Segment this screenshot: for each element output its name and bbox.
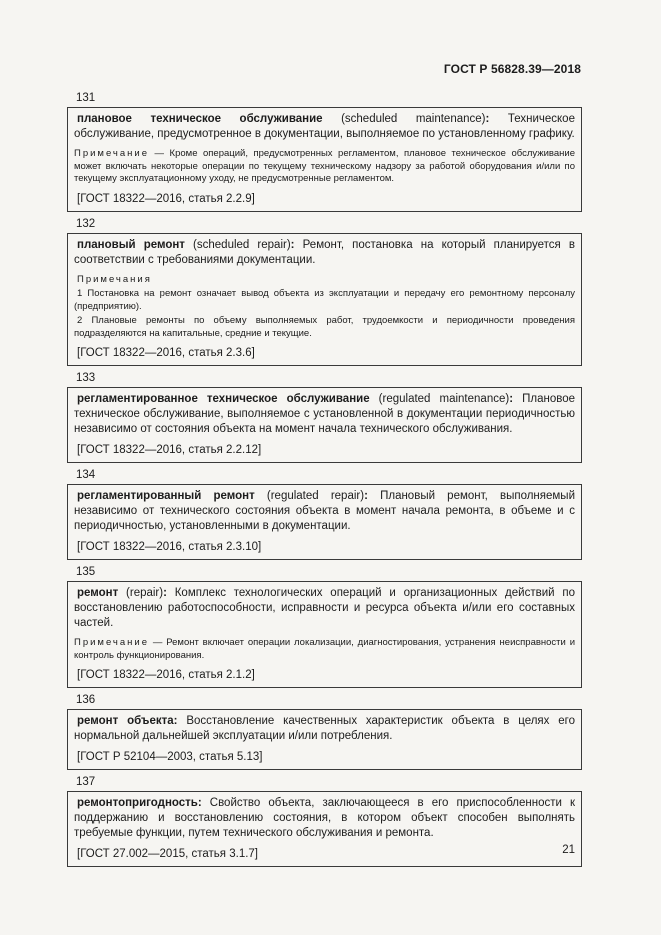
entry-number: 136 [76,694,96,706]
standard-code: ГОСТ Р 56828.39—2018 [443,62,581,76]
entry-number: 135 [76,566,96,578]
source-reference: [ГОСТ 18322—2016, статья 2.3.6] [77,347,255,359]
entry-number: 133 [76,372,96,384]
note-text: — Ремонт включает операции локализации, диагностирования, устранения неисправности и контроль функционирования. [74,637,575,661]
term-entry [67,709,582,770]
note-item: 1 Постановка на ремонт означает вывод объекта из эксплуатации и передачу его ремонтному персоналу (предприятию). [74,288,575,312]
english-term: (regulated maintenance) [369,393,510,405]
definition-text: Плановый ремонт, выполняемый независимо от технического состояния объекта в момент начала ремонта, в объеме и с периодичностью, установленными в документации. [74,490,575,532]
entry-number: 131 [76,92,96,104]
term: плановое техническое обслуживание [77,113,323,125]
english-term: (regulated repair) [254,490,365,502]
definition: ремонт (repair): Комплекс технологических операций и организационных действий по восстановлению работоспособности, исправности и ресурса объекта и/или его составных частей. [74,587,575,629]
terms-list [67,90,582,871]
definition-text: Плановое техническое обслуживание, выполняемое с установленной в документации периодичностью независимо от состояния объекта на момент начала технического обслуживания. [74,393,575,435]
definition-text: Комплекс технологических операций и организационных действий по восстановлению работоспособности, исправности и ресурса объекта и/или его составных частей. [74,587,575,629]
source-reference: [ГОСТ Р 52104—2003, статья 5.13] [77,751,263,763]
definition: ремонт объекта: Восстановление качественных характеристик объекта в целях его нормальной дальнейшей эксплуатации и/или потребления. [74,715,575,742]
entry-number: 137 [76,776,96,788]
entry-number: 132 [76,217,96,230]
term: плановый ремонт [77,238,185,251]
definition: плановое техническое обслуживание (scheduled maintenance): Техническое обслуживание, предусмотренное в документации, выполняемое по установленному графику. [74,113,575,140]
definition: регламентированное техническое обслуживание (regulated maintenance): Плановое техническое обслуживание, выполняемое с установленной в документации периодичностью независимо от состояния объекта на момент начала технического обслуживания. [74,393,575,435]
term: регламентированное техническое обслуживание [77,393,370,405]
note-item: 2 Плановые ремонты по объему выполняемых работ, трудоемкости и периодичности проведения подразделяются на капитальные, средние и текущие. [74,315,575,339]
definition-text: Свойство объекта, заключающееся в его приспособленности к поддержанию и восстановлению состояния, в котором объект способен выполнять требуемые функции, путем технического обслуживания и ремонта. [74,797,575,839]
english-term: (scheduled repair) [184,238,291,251]
term: ремонтопригодность [77,797,198,809]
note-label: Примечание [74,148,149,159]
term-entry [67,581,582,688]
term-entry [67,484,582,560]
term-entry [67,107,582,212]
term: ремонт [77,587,119,599]
page-number: 21 [562,844,575,856]
definition-text: Ремонт, постановка на который планируется в соответствии с требованиями документации. [74,238,575,266]
source-reference: [ГОСТ 18322—2016, статья 2.3.10] [77,541,262,553]
notes-heading: Примечания [77,273,152,285]
source-reference: [ГОСТ 18322—2016, статья 2.2.9] [77,192,255,205]
term-entry [67,791,582,867]
term: ремонт объекта [77,715,174,727]
source-reference: [ГОСТ 18322—2016, статья 2.2.12] [77,444,262,456]
definition: плановый ремонт (scheduled repair): Ремонт, постановка на который планируется в соответствии с требованиями документации. [74,238,575,266]
source-reference: [ГОСТ 27.002—2015, статья 3.1.7] [77,848,258,860]
note-text: — Кроме операций, предусмотренных регламентом, плановое техническое обслуживание может включать некоторые операции по текущему техническому надзору за работой оборудования и/или по текущему эксплуатационному уходу, не предусмотренные регламентом. [74,148,575,184]
note [74,148,575,186]
term-entry [67,233,582,367]
term-entry [67,387,582,463]
definition: ремонтопригодность: Свойство объекта, заключающееся в его приспособленности к поддержанию и восстановлению состояния, в котором объект способен выполнять требуемые функции, путем технического обслуживания и ремонта. [74,797,575,839]
definition: регламентированный ремонт (regulated repair): Плановый ремонт, выполняемый независимо от технического состояния объекта в момент начала ремонта, в объеме и с периодичностью, установленными в документации. [74,490,575,532]
english-term: (scheduled maintenance) [322,113,486,125]
note-label: Примечание [74,637,149,648]
definition-text: Техническое обслуживание, предусмотренное в документации, выполняемое по установленному графику. [74,113,575,140]
entry-number: 134 [76,469,96,481]
source-reference: [ГОСТ 18322—2016, статья 2.1.2] [77,669,255,681]
english-term: (repair) [118,587,164,599]
notes [74,274,575,341]
term: регламентированный ремонт [77,490,255,502]
definition-text: Восстановление качественных характеристик объекта в целях его нормальной дальнейшей эксплуатации и/или потребления. [74,715,575,742]
note [74,637,575,662]
